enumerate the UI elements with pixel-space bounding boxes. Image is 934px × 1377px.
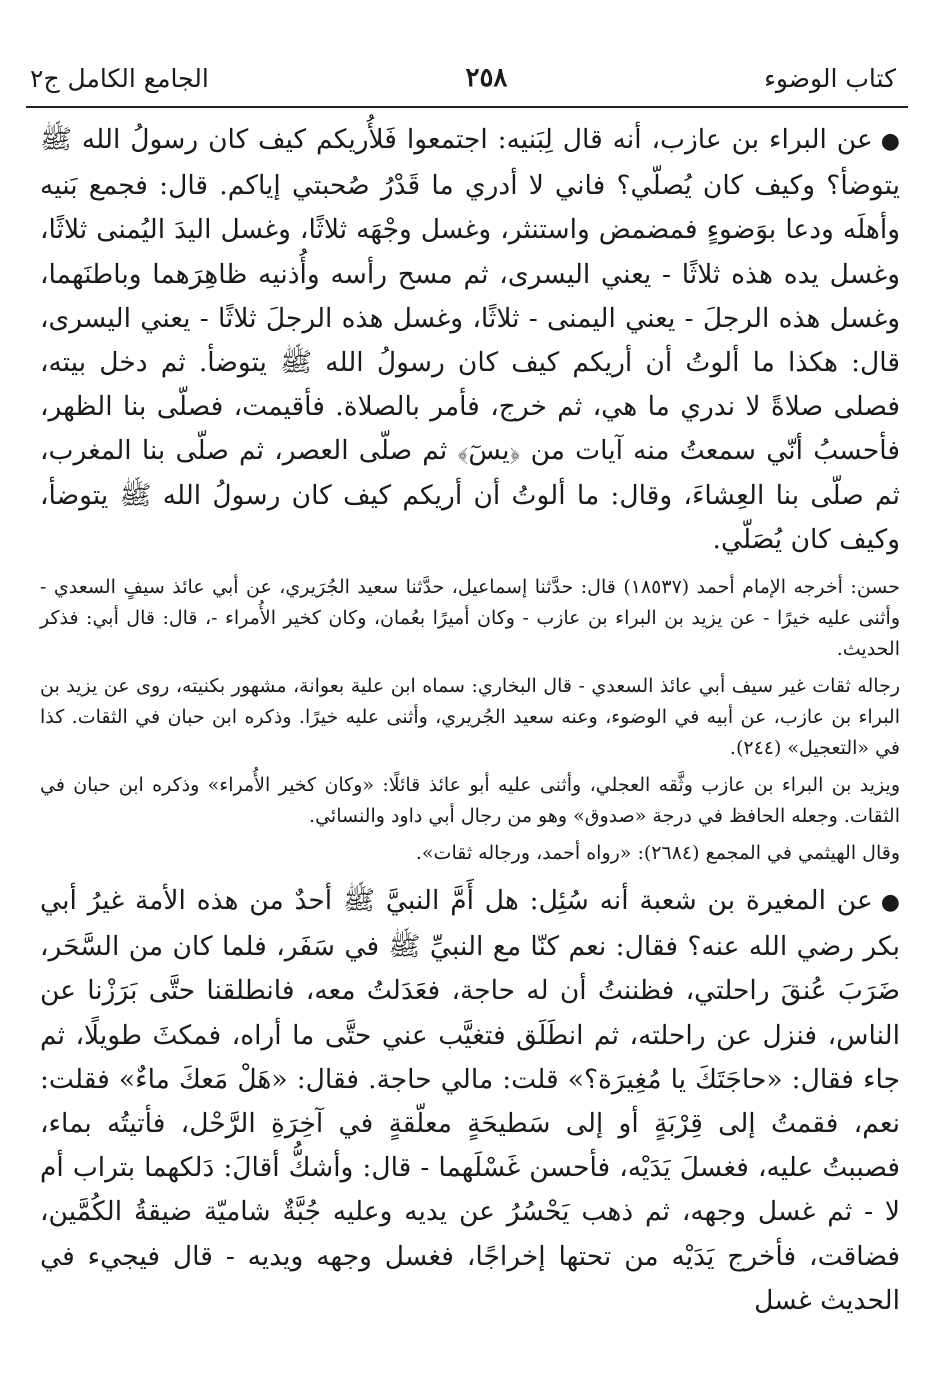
page-content [40,118,900,1323]
running-head [30,58,896,98]
hadith-paragraph-2 [40,879,900,1323]
work-title: الجامع الكامل ج٢ [30,63,209,93]
note-paragraph: وقال الهيثمي في المجمع (٢٦٨٤): «رواه أحمد، ورجاله ثقات». [415,842,900,865]
bullet-icon: ● [880,129,900,154]
hadith-paragraph-1 [40,118,900,562]
header-divider [26,106,908,108]
bullet-icon: ● [880,890,900,916]
note-paragraph: ويزيد بن البراء بن عازب وثَّقه العجلي، وأثنى عليه أبو عائذ قائلًا: «وكان كخير الأُمراء» وذكره ابن حبان في الثقات. وجعله الحافظ في درجة «صدوق» وهو من رجال أبي داود والنسائي. [40,774,900,828]
page-number: ٢٥٨ [465,63,508,93]
hadith-text-2: عن المغيرة بن شعبة أنه سُئِل: هل أَمَّ النبيَّ ﷺ أحدٌ من هذه الأمة غيرُ أبي بكر رضي الله عنه؟ فقال: نعم كنّا مع النبيِّ ﷺ في سَفَر، فلما كان من السَّحَر، ضَرَبَ عُنقَ راحلتي، فظننتُ أن له حاجة، فعَدَلتُ معه، فانطلقنا حتَّى بَرَزْنا عن الناس، فنزل عن راحلته، ثم انطَلَق فتغيَّب عني حتَّى ما أراه، فمكثَ طويلًا، ثم جاء فقال: «حاجَتَكَ يا مُغِيرَة؟» قلت: مالي حاجة. فقال: «هَلْ مَعكَ ماءٌ» فقلت: نعم، فقمتُ إلى قِرْبَةٍ أو إلى سَطيحَةٍ معلّقةٍ في آخِرَةِ الرَّحْل، فأتيتُه بماء، فصببتُ عليه، فغسلَ يَدَيْه، فأحسن غَسْلَهما - قال: وأشكُّ أقالَ: دَلكهما بتراب أم لا - ثم غسل وجهه، ثم ذهب يَحْسُرُ عن يديه وعليه جُبَّةٌ شاميّة ضيقةُ الكُمَّين، فضاقت، فأخرج يَدَيْه من تحتها إخراجًا، فغسل وجهه ويديه - قال فيجيء في الحديث غسل [40,885,900,1316]
takhrij-notes [40,572,900,869]
hadith-text-1: عن البراء بن عازب، أنه قال لِبَنيه: اجتمعوا فَلأُريكم كيف كان رسولُ الله ﷺ يتوضأ؟ وكيف كان يُصلّي؟ فاني لا أدري ما قَدْرُ صُحبتي إياكم. قال: فجمع بَنيه وأهلَه ودعا بوَضوءٍ فمضمض واستنثر، وغسل وجْهَه ثلاثًا، وغسل اليدَ اليُمنى ثلاثًا، وغسل يده هذه ثلاثًا - يعني اليسرى، ثم مسح رأسه وأُذنيه ظاهِرَهما وباطنَهما، وغسل هذه الرجلَ - يعني اليمنى - ثلاثًا، وغسل هذه الرجلَ ثلاثًا - يعني اليسرى، قال: هكذا ما ألوتُ أن أريكم كيف كان رسولُ الله ﷺ يتوضأ. ثم دخل بيته، فصلى صلاةً لا ندري ما هي، ثم خرج، فأمر بالصلاة. فأقيمت، فصلّى بنا الظهر، فأحسبُ أنّي سمعتُ منه آيات من ﴿يسٓ﴾ ثم صلّى العصر، ثم صلّى بنا المغرب، ثم صلّى بنا العِشاءَ، وقال: ما ألوتُ أن أريكم كيف كان رسولُ الله ﷺ يتوضأ، وكيف كان يُصَلّي. [40,124,900,555]
book-title: كتاب الوضوء [764,63,896,93]
note-paragraph: حسن: أخرجه الإمام أحمد (١٨٥٣٧) قال: حدَّثنا إسماعيل، حدَّثنا سعيد الجُرَيري، عن أبي عائذ سيفٍ السعدي - وأثنى عليه خيرًا - عن يزيد بن البراء بن عازب - وكان أميرًا بعُمان، وكان كخير الأُمراء -، قال: قال أبي: فذكر الحديث. [40,576,900,661]
note-paragraph: رجاله ثقات غير سيف أبي عائذ السعدي - قال البخاري: سماه ابن علية بعوانة، مشهور بكنيته، روى عن يزيد بن البراء بن عازب، عن أبيه في الوضوء، وعنه سعيد الجُريري، وأثنى عليه خيرًا. وذكره ابن حبان في الثقات. كذا في «التعجيل» (٢٤٤). [40,675,900,760]
